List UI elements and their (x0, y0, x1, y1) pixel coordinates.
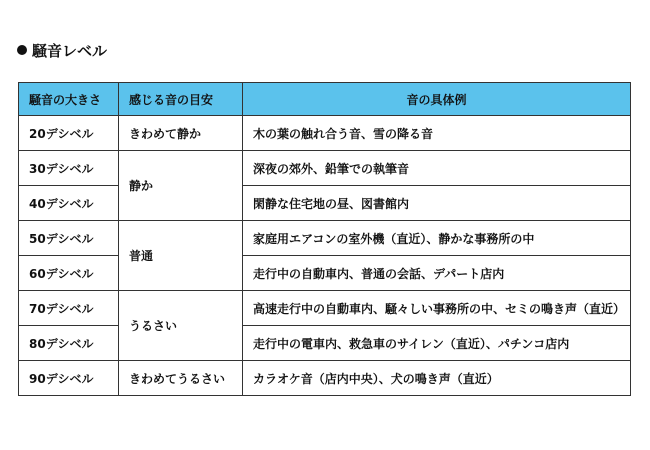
noise-level-cell: 60デシベル (19, 256, 119, 291)
example-cell: 走行中の自動車内、普通の会話、デパート店内 (243, 256, 631, 291)
example-cell: 木の葉の触れ合う音、雪の降る音 (243, 116, 631, 151)
example-cell: カラオケ音（店内中央）、犬の鳴き声（直近） (243, 361, 631, 396)
table-header-row (19, 83, 631, 116)
feeling-cell: 普通 (119, 221, 243, 291)
table-row (19, 256, 631, 291)
example-cell: 高速走行中の自動車内、騒々しい事務所の中、セミの鳴き声（直近） (243, 291, 631, 326)
noise-level-cell: 70デシベル (19, 291, 119, 326)
table-row (19, 221, 631, 256)
page-title-text: 騒音レベル (32, 42, 108, 60)
example-cell: 走行中の電車内、救急車のサイレン（直近）、パチンコ店内 (243, 326, 631, 361)
feeling-cell: きわめて静か (119, 116, 243, 151)
example-cell: 閑静な住宅地の昼、図書館内 (243, 186, 631, 221)
noise-level-cell: 80デシベル (19, 326, 119, 361)
table-row (19, 116, 631, 151)
page-title (17, 41, 107, 61)
table-row (19, 186, 631, 221)
noise-level-cell: 90デシベル (19, 361, 119, 396)
table-row (19, 326, 631, 361)
table-row (19, 151, 631, 186)
header-feeling: 感じる音の目安 (119, 83, 243, 116)
bullet-icon (17, 45, 27, 55)
noise-level-table (18, 82, 631, 396)
header-noise-level: 騒音の大きさ (19, 83, 119, 116)
feeling-cell: きわめてうるさい (119, 361, 243, 396)
noise-level-cell: 40デシベル (19, 186, 119, 221)
noise-level-cell: 50デシベル (19, 221, 119, 256)
feeling-cell: 静か (119, 151, 243, 221)
noise-level-cell: 30デシベル (19, 151, 119, 186)
feeling-cell: うるさい (119, 291, 243, 361)
example-cell: 深夜の郊外、鉛筆での執筆音 (243, 151, 631, 186)
table-row (19, 291, 631, 326)
table-row (19, 361, 631, 396)
header-examples: 音の具体例 (243, 83, 631, 116)
example-cell: 家庭用エアコンの室外機（直近）、静かな事務所の中 (243, 221, 631, 256)
noise-level-cell: 20デシベル (19, 116, 119, 151)
